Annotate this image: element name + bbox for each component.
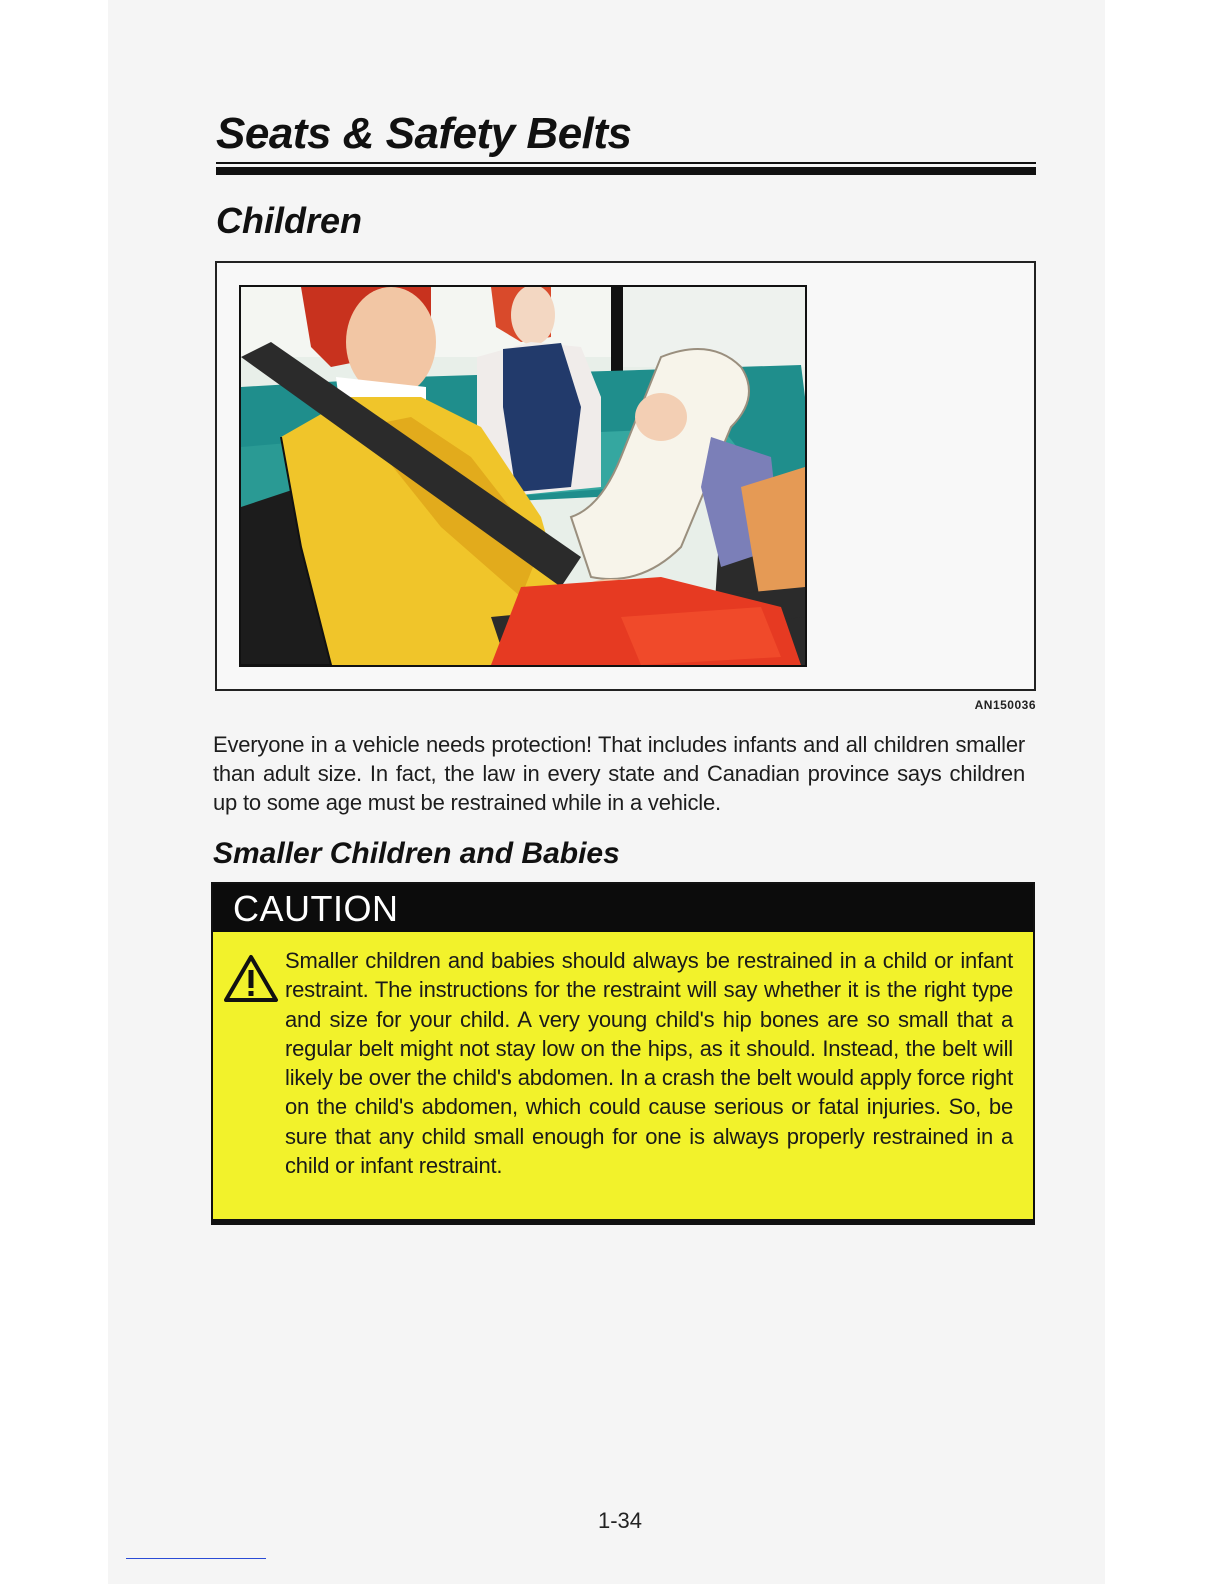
chapter-title: Seats & Safety Belts	[216, 109, 632, 158]
page-number: 1-34	[597, 1508, 643, 1533]
figure-code: AN150036	[974, 698, 1036, 712]
illustration-family-in-car	[241, 287, 805, 665]
caution-box	[211, 882, 1035, 1225]
figure-frame	[215, 261, 1036, 691]
intro-paragraph: Everyone in a vehicle needs protection! That includes infants and all children smaller than adult size. In fact, the law in every state and Canadian province says children up to some age must be restrained while in a vehicle.	[213, 732, 1025, 815]
subsection-title: Smaller Children and Babies	[213, 837, 620, 870]
footer-link-underline	[126, 1558, 266, 1559]
caution-header	[213, 884, 1033, 932]
caution-label: CAUTION	[233, 888, 399, 929]
header-rule-thin	[216, 162, 1036, 164]
section-title: Children	[216, 200, 363, 241]
caution-text: Smaller children and babies should always be restrained in a child or infant restraint. The instructions for the restraint will say whether it is the right type and size for your child. A very young child's hip bones are so small that a regular belt might not stay low on the hips, as it should. Instead, the belt will likely be over the child's abdomen. In a crash the belt would apply force right on the child's abdomen, which could cause serious or fatal injuries. So, be sure that any child small enough for one is always properly restrained in a child or infant restraint.	[285, 948, 1013, 1179]
family-in-car-illustration	[239, 285, 807, 667]
header-rule-thick	[216, 167, 1036, 175]
warning-triangle-icon	[223, 954, 279, 1004]
